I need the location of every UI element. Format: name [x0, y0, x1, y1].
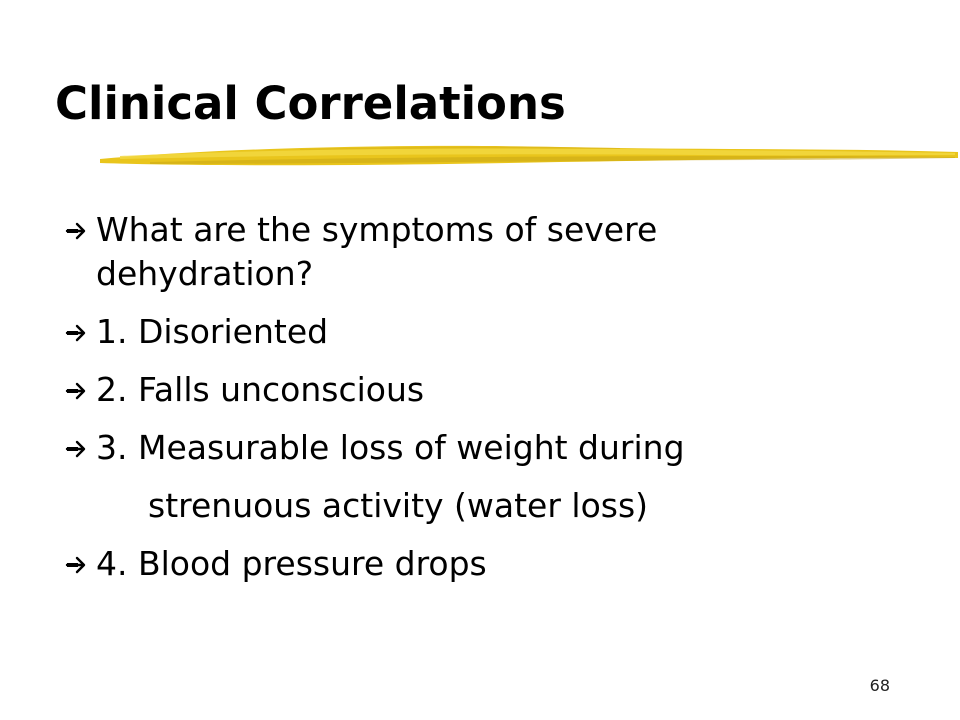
- bullet-list: [64, 208, 924, 600]
- bullet-item: [64, 542, 924, 586]
- bullet-text: 3. Measurable loss of weight during: [96, 428, 685, 467]
- bullet-item: [64, 208, 924, 296]
- bullet-text: strenuous activity (water loss): [148, 486, 649, 525]
- arrow-bullet-icon: [64, 219, 88, 243]
- page-number: 68: [869, 676, 890, 695]
- slide-title: Clinical Correlations: [55, 77, 566, 130]
- bullet-item: [64, 368, 924, 412]
- bullet-text: 2. Falls unconscious: [96, 370, 425, 409]
- bullet-item: [64, 310, 924, 354]
- arrow-bullet-icon: [64, 379, 88, 403]
- bullet-text: 4. Blood pressure drops: [96, 544, 487, 583]
- arrow-bullet-icon: [64, 321, 88, 345]
- arrow-bullet-icon: [64, 437, 88, 461]
- bullet-text: What are the symptoms of severe dehydration?: [96, 210, 658, 293]
- bullet-text: 1. Disoriented: [96, 312, 329, 351]
- bullet-item: [64, 426, 924, 470]
- arrow-bullet-icon: [64, 553, 88, 577]
- title-underline-brush: [0, 138, 960, 178]
- bullet-continuation: [64, 484, 924, 528]
